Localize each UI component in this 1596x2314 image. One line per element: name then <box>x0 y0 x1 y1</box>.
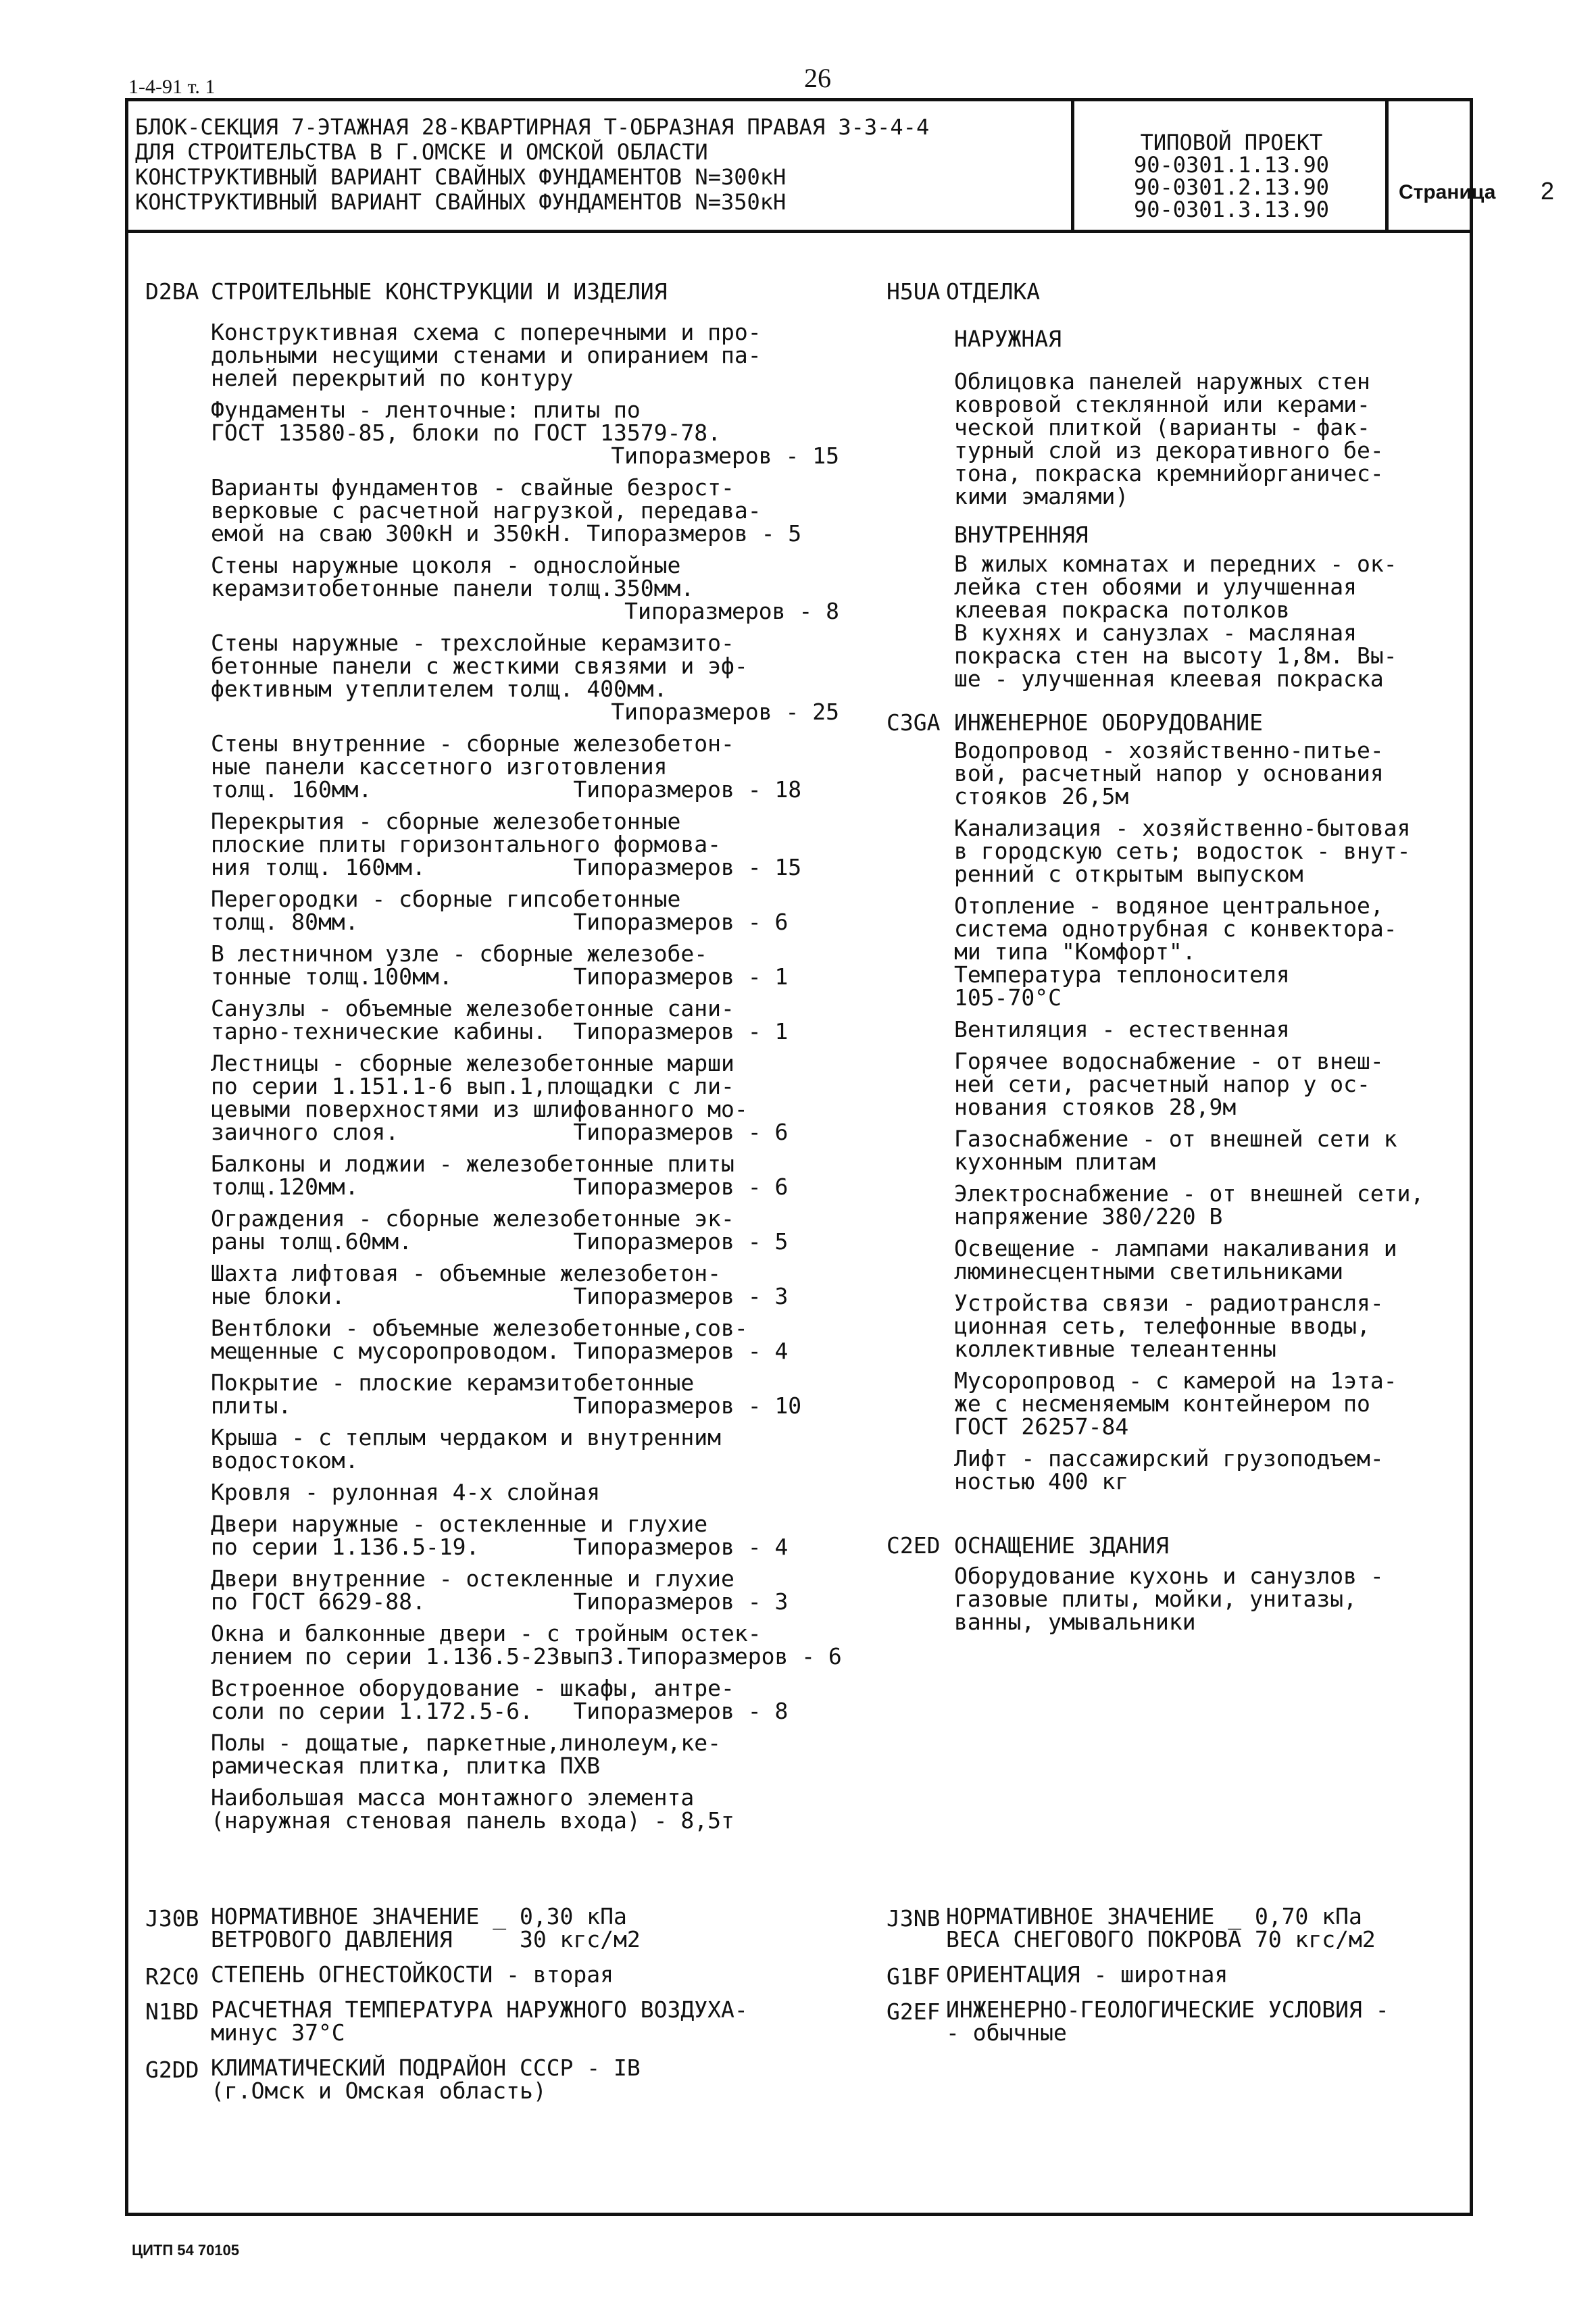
spec-item <box>211 732 839 801</box>
title-line: КОНСТРУКТИВНЫЙ ВАРИАНТ СВАЙНЫХ ФУНДАМЕНТОВ N=300кН <box>135 164 787 190</box>
text-line: Стены внутренние - сборные железобетон- <box>211 730 734 757</box>
param-code: J30B <box>145 1905 199 1932</box>
title-line: ДЛЯ СТРОИТЕЛЬСТВА В Г.ОМСКЕ И ОМСКОЙ ОБЛАСТИ <box>135 139 708 165</box>
project-line: 90-0301.2.13.90 <box>1134 174 1329 200</box>
spec-item <box>211 554 839 623</box>
text-line: Двери наружные - остекленные и глухие <box>211 1511 708 1537</box>
text-line: керамзитобетонные панели толщ.350мм. <box>211 575 695 601</box>
text-line: Электроснабжение - от внешней сети, <box>954 1180 1424 1207</box>
text-line: ционная сеть, телефонные вводы, <box>954 1313 1370 1339</box>
text-line: плоские плиты горизонтального формова- <box>211 831 721 857</box>
text-line: КЛИМАТИЧЕСКИЙ ПОДРАЙОН СССР - IB <box>211 2055 641 2081</box>
spec-item <box>211 1317 839 1363</box>
section-code: H5UA <box>887 278 941 305</box>
text-line: по серии 1.136.5-19. Типоразмеров - 4 <box>211 1534 789 1560</box>
text-line: Стены наружные цоколя - однослойные <box>211 552 681 578</box>
spec-item <box>211 810 839 879</box>
text-line: ния толщ. 160мм. Типоразмеров - 15 <box>211 854 802 880</box>
param-code: R2C0 <box>145 1963 199 1990</box>
section-title: ОТДЕЛКА <box>946 278 1041 305</box>
text-line: Горячее водоснабжение - от внеш- <box>954 1048 1384 1074</box>
subsection-title: ВНУТРЕННЯЯ <box>954 522 1089 548</box>
page-number: 26 <box>804 63 831 93</box>
section-title: СТРОИТЕЛЬНЫЕ КОНСТРУКЦИИ И ИЗДЕЛИЯ <box>211 278 668 305</box>
text-line: по ГОСТ 6629-88. Типоразмеров - 3 <box>211 1588 789 1615</box>
text-line: Полы - дощатые, паркетные,линолеум,ке- <box>211 1730 721 1756</box>
spec-item <box>211 632 839 724</box>
interior-finish <box>954 553 1441 690</box>
text-line: напряжение 380/220 В <box>954 1203 1223 1230</box>
text-line: Кровля - рулонная 4-х слойная <box>211 1479 601 1505</box>
text-line: Окна и балконные двери - с тройным остек- <box>211 1620 762 1646</box>
engineering-item <box>954 1050 1454 1119</box>
text-line: Вентиляция - естественная <box>954 1016 1290 1042</box>
param-code: G2DD <box>145 2057 199 2083</box>
engineering-item <box>954 1447 1454 1493</box>
text-line: Водопровод - хозяйственно-питье- <box>954 737 1384 763</box>
text-line: Шахта лифтовая - объемные железобетон- <box>211 1260 721 1286</box>
text-line: Фундаменты - ленточные: плиты по <box>211 397 641 423</box>
text-line: В кухнях и санузлах - масляная <box>954 620 1357 646</box>
spec-item <box>211 1262 839 1308</box>
text-line: Двери внутренние - остекленные и глухие <box>211 1565 734 1592</box>
text-line: по серии 1.151.1-6 вып.1,площадки с ли- <box>211 1073 734 1099</box>
spec-item <box>211 1369 839 1419</box>
text-line: нелей перекрытий по контуру <box>211 365 574 391</box>
text-line: Газоснабжение - от внешней сети к <box>954 1126 1397 1152</box>
param-text <box>211 1998 805 2044</box>
text-line: рамическая плитка, плитка ПХВ <box>211 1753 601 1779</box>
spec-item <box>211 1732 839 1778</box>
engineering-item <box>954 1369 1454 1438</box>
spec-item <box>211 1481 839 1504</box>
type-count: Типоразмеров - 25 <box>611 699 839 725</box>
text-line: покраска стен на высоту 1,8м. Вы- <box>954 643 1397 669</box>
text-line: ковровой стеклянной или керами- <box>954 391 1370 418</box>
engineering-item <box>954 1182 1454 1228</box>
text-line: Варианты фундаментов - свайные безрост- <box>211 474 734 501</box>
text-line: ГОСТ 13580-85, блоки по ГОСТ 13579-78. <box>211 420 721 446</box>
text-line: В жилых комнатах и передних - ок- <box>954 551 1397 577</box>
spec-item <box>211 1567 839 1613</box>
text-line: лейка стен обоями и улучшенная <box>954 574 1357 600</box>
text-line: СТЕПЕНЬ ОГНЕСТОЙКОСТИ - вторая <box>211 1961 614 1988</box>
param-code: N1BD <box>145 1998 199 2025</box>
text-line: коллективные телеантенны <box>954 1336 1276 1362</box>
text-line: ше - улучшенная клеевая покраска <box>954 665 1384 692</box>
spec-item <box>211 1426 839 1472</box>
text-line: ВЕТРОВОГО ДАВЛЕНИЯ 30 кгс/м2 <box>211 1926 641 1953</box>
text-line: толщ. 80мм. Типоразмеров - 6 <box>211 909 789 935</box>
title-block <box>125 98 1555 233</box>
text-line: ИНЖЕНЕРНО-ГЕОЛОГИЧЕСКИЕ УСЛОВИЯ - <box>946 1996 1389 2023</box>
text-line: мещенные с мусоропроводом. Типоразмеров - 4 <box>211 1338 789 1364</box>
text-line: Облицовка панелей наружных стен <box>954 368 1370 395</box>
text-line: кухонным плитам <box>954 1149 1156 1175</box>
text-line: дольными несущими стенами и опиранием па- <box>211 342 762 368</box>
text-line: В лестничном узле - сборные железобе- <box>211 940 708 967</box>
text-line: тонные толщ.100мм. Типоразмеров - 1 <box>211 963 789 990</box>
exterior-finish <box>954 370 1441 508</box>
text-line: - обычные <box>946 2019 1067 2046</box>
divider <box>1071 101 1074 230</box>
title-line: БЛОК-СЕКЦИЯ 7-ЭТАЖНАЯ 28-КВАРТИРНАЯ Т-ОБРАЗНАЯ ПРАВАЯ 3-3-4-4 <box>135 114 930 140</box>
text-line: ческой плиткой (варианты - фак- <box>954 414 1370 441</box>
param-text <box>946 1905 1541 1951</box>
text-line: Крыша - с теплым чердаком и внутренним <box>211 1424 721 1451</box>
project-line: 90-0301.3.13.90 <box>1134 197 1329 222</box>
spec-item <box>211 1513 839 1559</box>
project-line: ТИПОВОЙ ПРОЕКТ <box>1140 130 1323 155</box>
text-line: ренний с открытым выпуском <box>954 861 1303 887</box>
text-line: люминесцентными светильниками <box>954 1258 1344 1284</box>
text-line: же с несменяемым контейнером по <box>954 1390 1370 1417</box>
engineering-item <box>954 1018 1454 1041</box>
text-line: Лестницы - сборные железобетонные марши <box>211 1050 734 1076</box>
engineering-item <box>954 892 1454 1011</box>
project-line: 90-0301.1.13.90 <box>1134 152 1329 178</box>
text-line: Перекрытия - сборные железобетонные <box>211 808 681 834</box>
engineering-item <box>954 739 1454 808</box>
param-text <box>211 2057 805 2103</box>
text-line: Наибольшая масса монтажного элемента <box>211 1784 695 1811</box>
spec-item <box>211 942 839 988</box>
text-line: раны толщ.60мм. Типоразмеров - 5 <box>211 1228 789 1255</box>
spec-item <box>211 997 839 1043</box>
text-line: ГОСТ 26257-84 <box>954 1413 1129 1440</box>
text-line: Стены наружные - трехслойные керамзито- <box>211 630 734 656</box>
text-line: (наружная стеновая панель входа) - 8,5т <box>211 1807 734 1834</box>
section-title: ОСНАЩЕНИЕ ЗДАНИЯ <box>954 1532 1169 1559</box>
section-code: C3GA <box>887 709 941 736</box>
text-line: минус 37°С <box>211 2019 345 2046</box>
param-code: G2EF <box>887 1998 941 2025</box>
text-line: ностью 400 кг <box>954 1468 1129 1494</box>
text-line: ней сети, расчетный напор у ос- <box>954 1071 1370 1097</box>
text-line: тарно-технические кабины. Типоразмеров - 1 <box>211 1018 789 1045</box>
text-line: ванны, умывальники <box>954 1609 1196 1635</box>
text-line: РАСЧЕТНАЯ ТЕМПЕРАТУРА НАРУЖНОГО ВОЗДУХА- <box>211 1996 748 2023</box>
param-code: J3NB <box>887 1905 941 1932</box>
equipment-text <box>954 1565 1441 1634</box>
text-line: ВЕСА СНЕГОВОГО ПОКРОВА 70 кгс/м2 <box>946 1926 1376 1953</box>
text-line: в городскую сеть; водосток - внут- <box>954 838 1411 864</box>
text-line: ные блоки. Типоразмеров - 3 <box>211 1283 789 1309</box>
text-line: Балконы и лоджии - железобетонные плиты <box>211 1151 734 1177</box>
param-text <box>211 1963 805 1986</box>
param-code: G1BF <box>887 1963 941 1990</box>
text-line: верковые с расчетной нагрузкой, передава- <box>211 497 762 524</box>
text-line: Встроенное оборудование - шкафы, антре- <box>211 1675 734 1701</box>
type-count: Типоразмеров - 15 <box>611 443 839 469</box>
engineering-item <box>954 817 1454 886</box>
text-line: фективным утеплителем толщ. 400мм. <box>211 676 668 702</box>
spec-item <box>211 888 839 934</box>
spec-item <box>211 1052 839 1144</box>
text-line: бетонные панели с жесткими связями и эф- <box>211 653 748 679</box>
text-line: Мусоропровод - с камерой на 1эта- <box>954 1367 1397 1394</box>
text-line: толщ.120мм. Типоразмеров - 6 <box>211 1174 789 1200</box>
subsection-title: НАРУЖНАЯ <box>954 326 1062 352</box>
param-text <box>946 1998 1541 2044</box>
series-label: 1-4-91 т. 1 <box>128 76 216 98</box>
text-line: тона, покраска кремнийорганичес- <box>954 460 1384 486</box>
text-line: НОРМАТИВНОЕ ЗНАЧЕНИЕ _ 0,70 кПа <box>946 1903 1362 1930</box>
text-line: система однотрубная с конвектора- <box>954 915 1397 942</box>
text-line: соли по серии 1.172.5-6. Типоразмеров - 8 <box>211 1698 789 1724</box>
text-line: емой на сваю 300кН и 350кН. Типоразмеров - 5 <box>211 520 802 547</box>
text-line: газовые плиты, мойки, унитазы, <box>954 1586 1357 1612</box>
text-line: Канализация - хозяйственно-бытовая <box>954 815 1411 841</box>
text-line: вой, расчетный напор у основания <box>954 760 1384 786</box>
text-line: водостоком. <box>211 1447 359 1474</box>
param-text <box>946 1963 1541 1986</box>
page-label: Страница <box>1399 181 1496 203</box>
section-code: C2ED <box>887 1532 941 1559</box>
spec-item <box>211 1786 839 1832</box>
text-line: заичного слоя. Типоразмеров - 6 <box>211 1119 789 1145</box>
footer-stamp: ЦИТП 54 70105 <box>132 2242 240 2259</box>
text-line: (г.Омск и Омская область) <box>211 2078 547 2104</box>
spec-item <box>211 1207 839 1253</box>
text-line: ОРИЕНТАЦИЯ - широтная <box>946 1961 1228 1988</box>
param-text <box>211 1905 805 1951</box>
project-codes <box>1081 132 1382 221</box>
spec-item <box>211 1620 842 1669</box>
text-line: Оборудование кухонь и санузлов - <box>954 1563 1384 1589</box>
text-line: Отопление - водяное центральное, <box>954 892 1384 919</box>
text-line: толщ. 160мм. Типоразмеров - 18 <box>211 776 802 803</box>
section-code: D2BA <box>145 278 199 305</box>
text-line: Покрытие - плоские керамзитобетонные <box>211 1369 695 1396</box>
type-count: Типоразмеров - 8 <box>624 598 839 624</box>
text-line: кими эмалями) <box>954 483 1129 509</box>
text-line: Вентблоки - объемные железобетонные,сов- <box>211 1315 748 1341</box>
spec-item <box>211 399 839 468</box>
text-line: турный слой из декоративного бе- <box>954 437 1384 463</box>
engineering-item <box>954 1237 1454 1283</box>
engineering-item <box>954 1128 1454 1174</box>
engineering-item <box>954 1292 1454 1361</box>
text-line: ные панели кассетного изготовления <box>211 753 668 780</box>
text-line: ми типа "Комфорт". <box>954 938 1196 965</box>
text-line: 105-70°С <box>954 984 1062 1011</box>
text-line: Перегородки - сборные гипсобетонные <box>211 886 681 912</box>
text-line: Санузлы - объемные железобетонные сани- <box>211 995 734 1022</box>
section-title: ИНЖЕНЕРНОЕ ОБОРУДОВАНИЕ <box>954 709 1263 736</box>
text-line: клеевая покраска потолков <box>954 597 1290 623</box>
title-line: КОНСТРУКТИВНЫЙ ВАРИАНТ СВАЙНЫХ ФУНДАМЕНТОВ N=350кН <box>135 189 787 215</box>
text-line: Температура теплоносителя <box>954 961 1290 988</box>
text-line: лением по серии 1.136.5-23вып3.Типоразмеров - 6 <box>211 1643 842 1669</box>
page-value: 2 <box>1541 177 1555 205</box>
title-text <box>135 115 1068 215</box>
spec-item <box>211 476 839 545</box>
text-line: плиты. Типоразмеров - 10 <box>211 1392 802 1419</box>
text-line: Устройства связи - радиотрансля- <box>954 1290 1384 1316</box>
text-line: нования стояков 28,9м <box>954 1094 1237 1120</box>
text-line: цевыми поверхностями из шлифованного мо- <box>211 1096 748 1122</box>
spec-item <box>211 1153 839 1199</box>
text-line: Ограждения - сборные железобетонные эк- <box>211 1205 734 1232</box>
text-line: стояков 26,5м <box>954 783 1129 809</box>
text-line: Освещение - лампами накаливания и <box>954 1235 1397 1261</box>
spec-item <box>211 1677 839 1723</box>
text-line: Лифт - пассажирский грузоподъем- <box>954 1445 1384 1472</box>
spec-item <box>211 321 839 390</box>
divider <box>1385 101 1389 230</box>
text-line: НОРМАТИВНОЕ ЗНАЧЕНИЕ _ 0,30 кПа <box>211 1903 627 1930</box>
text-line: Конструктивная схема с поперечными и про- <box>211 319 762 345</box>
